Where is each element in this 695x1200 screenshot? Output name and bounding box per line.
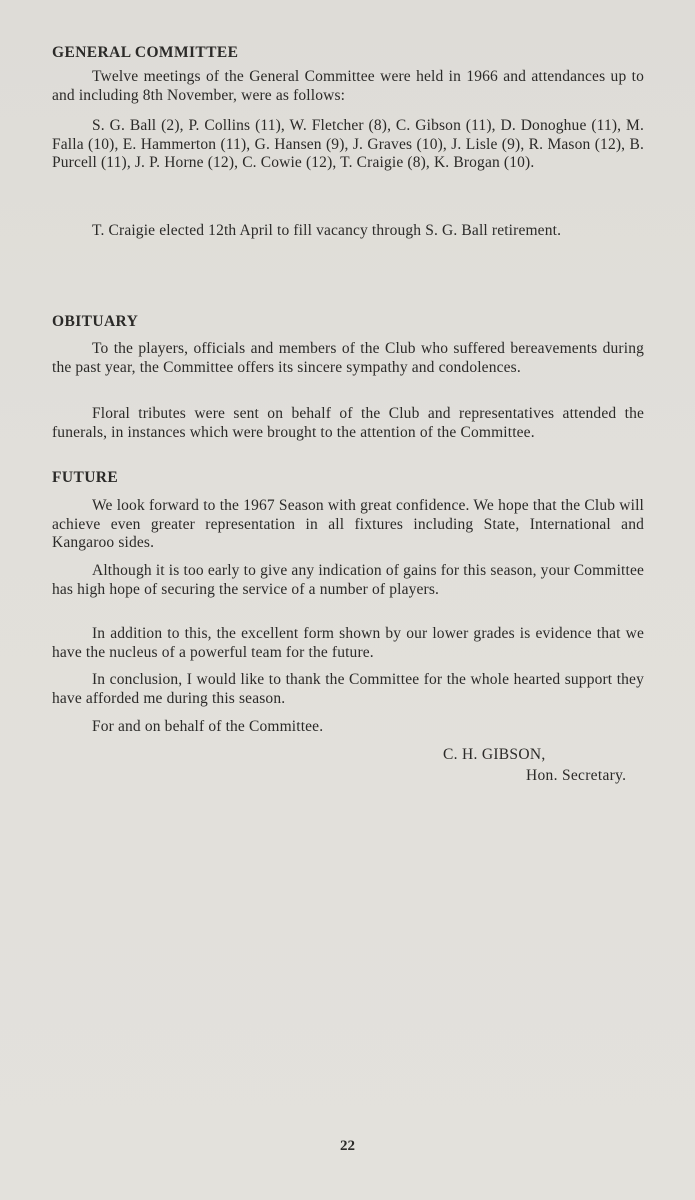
page-number: 22 <box>340 1138 355 1154</box>
general-committee-attendance-list: S. G. Ball (2), P. Collins (11), W. Fletcher (8), C. Gibson (11), D. Donoghue (11), M. Falla (10), E. Hammerton (11), G. Hansen (9), J. Graves (10), J. Lisle (9), R. Mason (12), B. Purcell (11), J. P. Horne (12), C. Cowie (12), T. Craigie (8), K. Brogan (10). <box>52 117 644 171</box>
future-paragraph-4: In conclusion, I would like to thank the Committee for the whole hearted support they have afforded me during this season. <box>52 671 644 707</box>
signature-name: C. H. GIBSON, <box>443 746 546 763</box>
future-paragraph-2: Although it is too early to give any indication of gains for this season, your Committee has high hope of securing the service of a number of players. <box>52 562 644 598</box>
heading-obituary: OBITUARY <box>52 313 139 330</box>
heading-general-committee: GENERAL COMMITTEE <box>52 44 239 61</box>
future-paragraph-5: For and on behalf of the Committee. <box>92 718 324 735</box>
obituary-paragraph-1: To the players, officials and members of the Club who suffered bereavements during the past year, the Committee offers its sincere sympathy and condolences. <box>52 340 644 376</box>
general-committee-paragraph-1: Twelve meetings of the General Committee were held in 1966 and attendances up to and including 8th November, were as follows: <box>52 68 644 104</box>
obituary-paragraph-2: Floral tributes were sent on behalf of the Club and representatives attended the funerals, in instances which were brought to the attention of the Committee. <box>52 405 644 441</box>
signature-title: Hon. Secretary. <box>526 767 627 784</box>
general-committee-paragraph-3: T. Craigie elected 12th April to fill vacancy through S. G. Ball retirement. <box>92 222 562 239</box>
heading-future: FUTURE <box>52 469 119 486</box>
future-paragraph-3: In addition to this, the excellent form shown by our lower grades is evidence that we have the nucleus of a powerful team for the future. <box>52 625 644 661</box>
future-paragraph-1: We look forward to the 1967 Season with great confidence. We hope that the Club will achieve even greater representation in all fixtures including State, International and Kangaroo sides. <box>52 497 644 551</box>
